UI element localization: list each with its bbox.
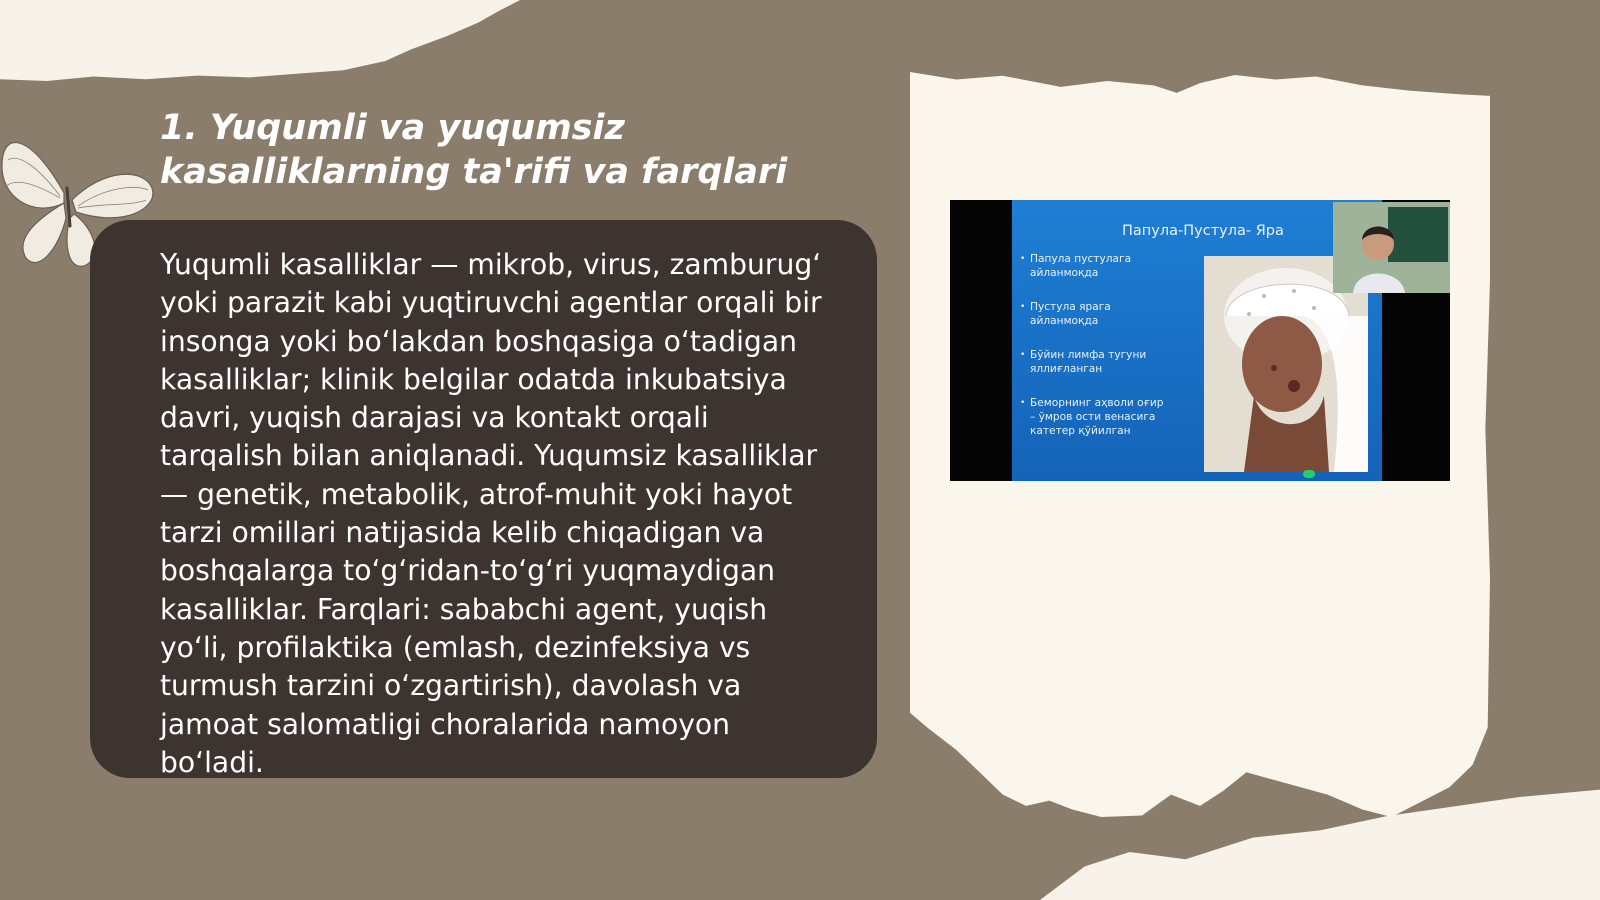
torn-paper-top-left [0,0,520,90]
embedded-slide-image [950,200,1450,481]
presenter-webcam [1333,202,1450,293]
slide-title: 1. Yuqumli va yuqumsiz kasalliklarning ta'rifi va farqlari [160,108,788,192]
embedded-slide-content [1012,200,1382,481]
embedded-slide-bullet: • Папула пустулага айланмоқда [1020,252,1168,280]
embedded-slide-bullet: • Пустула ярага айланмоқда [1020,300,1168,328]
embedded-slide-bullet: • Беморнинг аҳволи оғир – ўмров ости венасига катетер қўйилган [1020,396,1168,438]
embedded-slide-heading: Папула-Пустула- Яра [1122,223,1284,239]
embedded-slide-bullet: • Бўйин лимфа тугуни яллиғланган [1020,348,1168,376]
slide-body-text: Yuqumli kasalliklar — mikrob, virus, zamburugʻ yoki parazit kabi yuqtiruvchi agentlar orqali bir insonga yoki boʻlakdan boshqasiga oʻtadigan kasalliklar; klinik belgilar odatda inkubatsiya davri, yuqish darajasi va kontakt orqali tarqalish bilan aniqlanadi. Yuqumsiz kasalliklar — genetik, metabolik, atrof-muhit yoki hayot tarzi omillari natijasida kelib chiqadigan va boshqalarga toʻgʻridan-toʻgʻri yuqmaydigan kasalliklar. Farqlari: sababchi agent, yuqish yoʻli, profilaktika (emlash, dezinfeksiya vs turmush tarzini oʻzgartirish), davolash va jamoat salomatligi choralarida namoyon boʻladi. [160,248,822,779]
slide-accent-marker [1303,470,1315,478]
embedded-slide-bullets [1020,252,1168,458]
